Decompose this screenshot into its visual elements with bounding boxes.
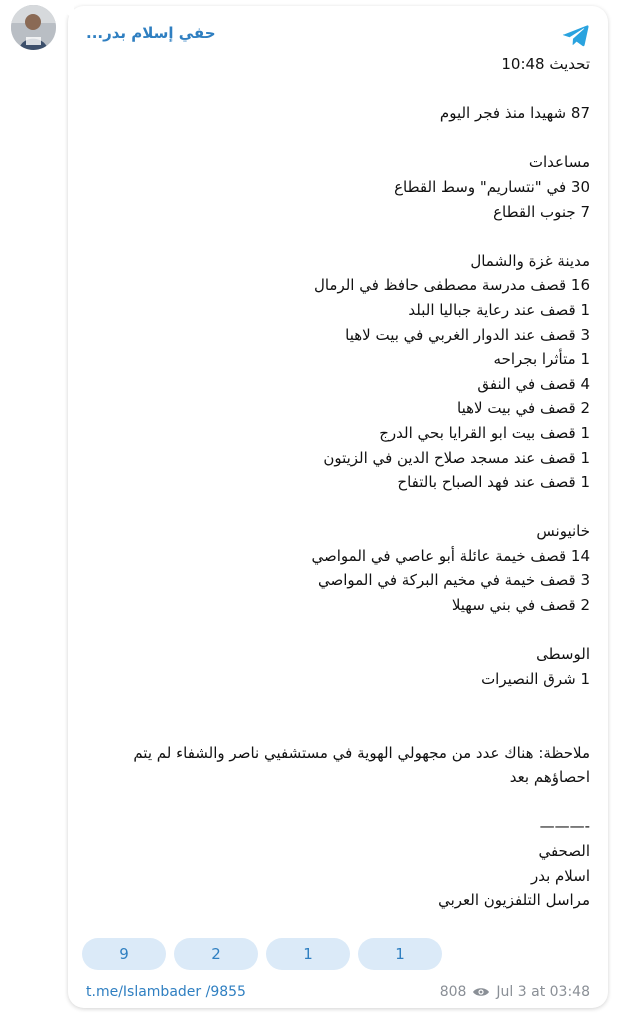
post-meta bbox=[440, 984, 590, 1000]
message-line: الوسطى bbox=[536, 645, 590, 664]
message-line: 2 قصف في بني سهيلا bbox=[451, 596, 590, 615]
telegram-icon bbox=[561, 20, 591, 50]
reaction-button[interactable]: 9 bbox=[82, 938, 166, 970]
message-line: 1 متأثرا بجراحه bbox=[493, 350, 590, 369]
message-line bbox=[86, 495, 590, 520]
message-line: 1 قصف عند مسجد صلاح الدين في الزيتون bbox=[323, 448, 590, 467]
channel-name[interactable]: حفي إسلام بدر... bbox=[86, 24, 216, 42]
view-count: 808 bbox=[439, 984, 467, 1000]
message-line: 3 قصف خيمة في مخيم البركة في المواصي bbox=[317, 571, 590, 590]
post-date: Jul 3 at 03:48 bbox=[496, 984, 590, 1000]
avatar-photo bbox=[11, 5, 56, 50]
message-line: 16 قصف مدرسة مصطفى حافظ في الرمال bbox=[313, 276, 590, 295]
message-line bbox=[86, 126, 590, 151]
message-line: مساعدات bbox=[528, 153, 590, 172]
message-text bbox=[86, 52, 590, 913]
avatar[interactable] bbox=[11, 5, 56, 50]
message-line: 1 شرق النصيرات bbox=[481, 669, 590, 688]
message-line: 2 قصف في بيت لاهيا bbox=[457, 399, 590, 418]
message-line bbox=[86, 691, 590, 716]
message-line: 3 قصف عند الدوار الغربي في بيت لاهيا bbox=[345, 325, 590, 344]
message-line: ملاحظة: هناك عدد من مجهولي الهوية في مستشفيي ناصر والشفاء لم يتم احصاؤهم بعد bbox=[133, 743, 590, 787]
message-line: اسلام بدر bbox=[530, 866, 590, 885]
reaction-button[interactable]: 1 bbox=[266, 938, 350, 970]
message-line bbox=[86, 618, 590, 643]
message-line: 4 قصف في النفق bbox=[477, 374, 590, 393]
message-line bbox=[86, 224, 590, 249]
message-line: 14 قصف خيمة عائلة أبو عاصي في المواصي bbox=[311, 546, 590, 565]
message-line: خانيونس bbox=[536, 522, 590, 541]
message-line: 7 جنوب القطاع bbox=[493, 202, 590, 221]
message-line: 1 قصف عند رعاية جباليا البلد bbox=[408, 300, 590, 319]
message-line: -——— bbox=[539, 817, 590, 836]
message-line: مراسل التلفزيون العربي bbox=[438, 891, 590, 910]
post-header bbox=[86, 20, 591, 50]
reactions-bar bbox=[82, 938, 442, 970]
post-link[interactable]: t.me/Islambader /9855 bbox=[86, 984, 246, 1000]
message-line: 1 قصف بيت ابو القرايا بحي الدرج bbox=[379, 423, 590, 442]
message-line: تحديث 10:48 bbox=[501, 55, 590, 73]
message-line: الصحفي bbox=[538, 842, 590, 860]
eye-icon bbox=[472, 986, 490, 998]
message-line: مدينة غزة والشمال bbox=[470, 251, 590, 270]
reaction-button[interactable]: 1 bbox=[358, 938, 442, 970]
reaction-button[interactable]: 2 bbox=[174, 938, 258, 970]
message-line: 1 قصف عند فهد الصباح بالتفاح bbox=[397, 473, 590, 492]
message-line bbox=[86, 77, 590, 102]
message-line bbox=[86, 790, 590, 815]
message-line bbox=[86, 716, 590, 741]
message-bubble bbox=[68, 6, 608, 1008]
message-line: 87 شهيدا منذ فجر اليوم bbox=[439, 104, 590, 123]
message-line: 30 في "نتساريم" وسط القطاع bbox=[394, 177, 590, 196]
